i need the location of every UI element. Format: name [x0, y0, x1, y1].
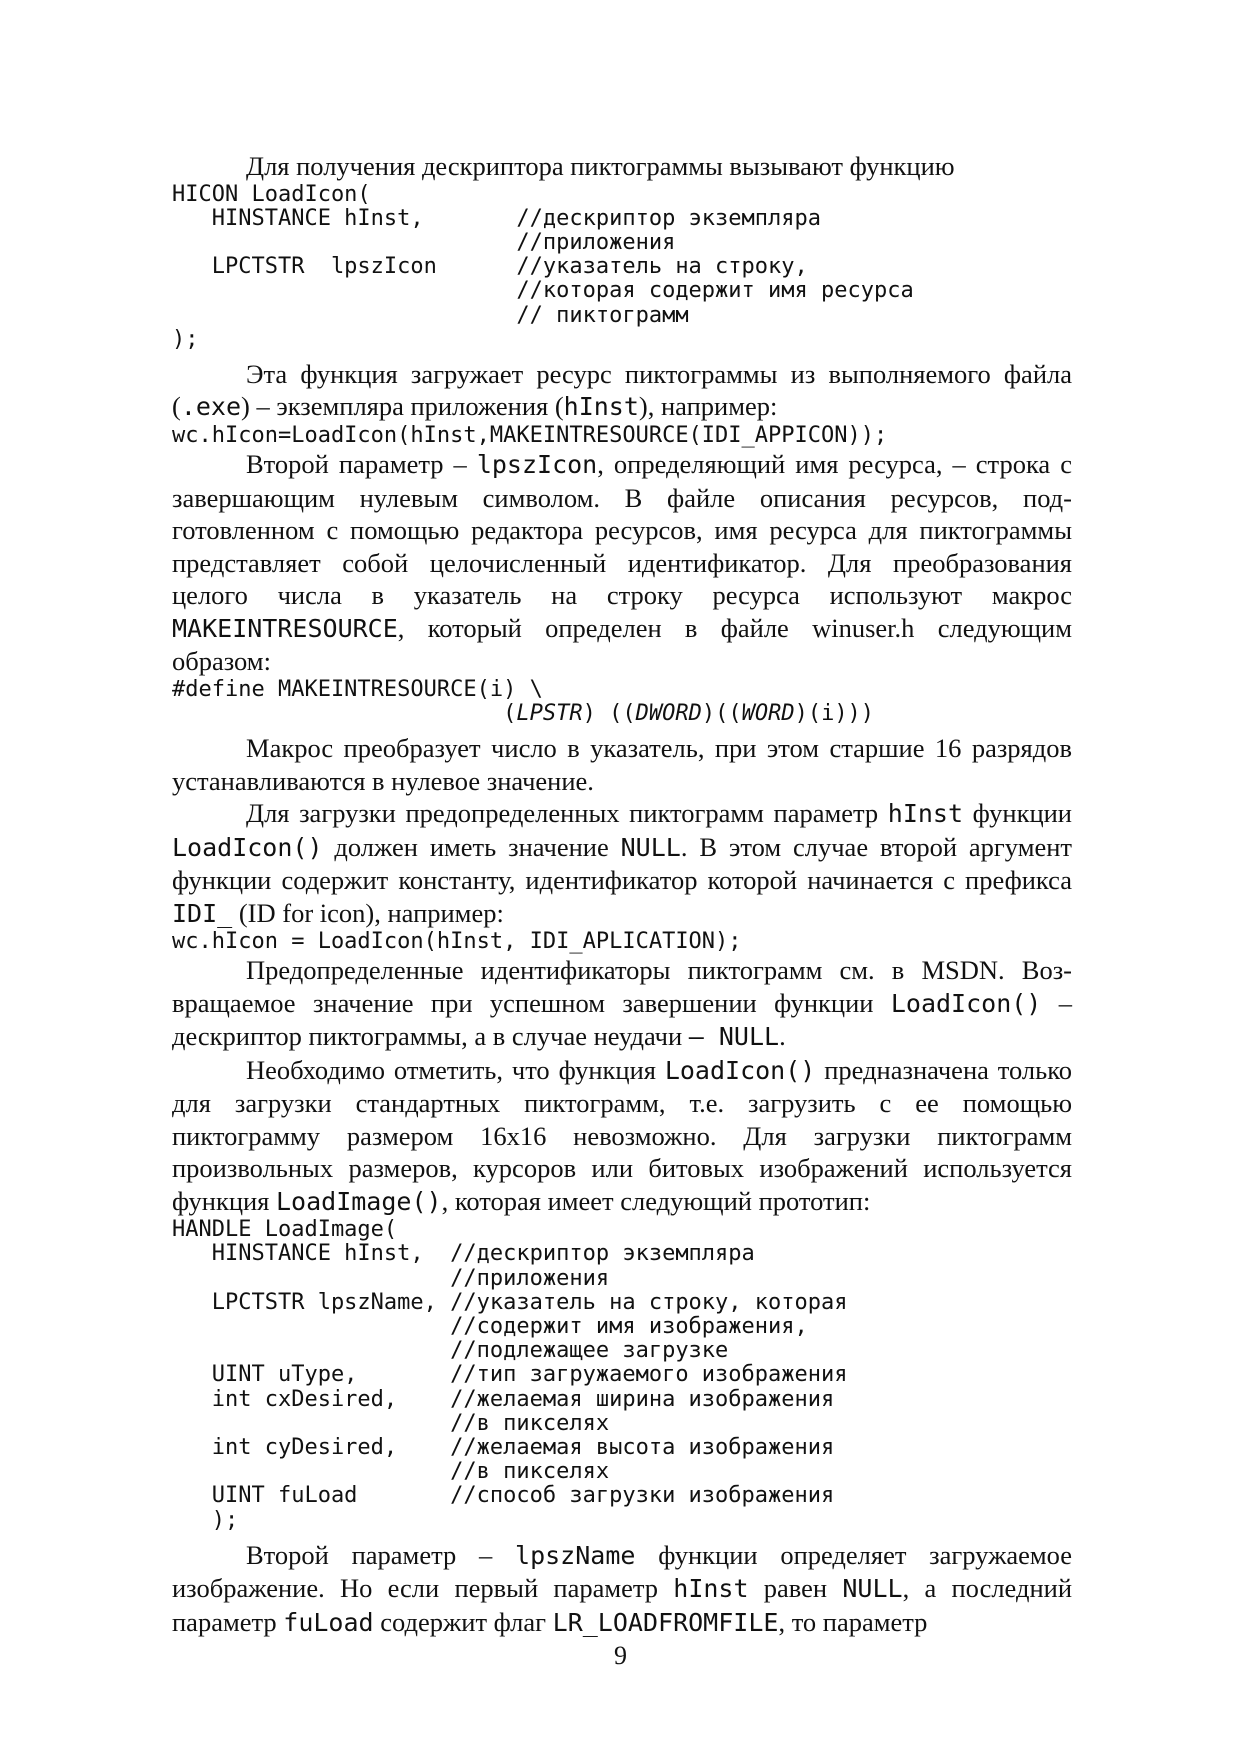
inline-code-hinst: hInst	[887, 799, 964, 829]
inline-code-lpszname: lpszName	[515, 1540, 636, 1570]
inline-code-lr-loadfromfile: LR_LOADFROMFILE	[552, 1607, 779, 1637]
paragraph-lpszname	[172, 1539, 1072, 1640]
text-span: Второй параметр –	[246, 449, 477, 480]
text-span: равен	[748, 1573, 843, 1604]
paragraph-loadimage-intro	[172, 1054, 1072, 1219]
code-line: #define MAKEINTRESOURCE(i) \	[172, 676, 543, 702]
code-loadicon-example: wc.hIcon=LoadIcon(hInst,MAKEINTRESOURCE(IDI_APPICON));	[172, 422, 888, 448]
inline-code-null: NULL	[842, 1574, 903, 1604]
text-span: Предопределенные идентификаторы пиктограмм см. в MSDN. Возвращаемое значение при успешном завершении функции	[172, 955, 1072, 1018]
paragraph-return-value	[172, 954, 1072, 1054]
text-span: должен иметь значение	[322, 831, 621, 862]
text-span: , а последний параметр	[172, 1573, 1072, 1637]
paragraph-second-parameter	[172, 448, 1072, 678]
code-loadicon-prototype: HICON LoadIcon( HINSTANCE hInst, //дескриптор экземпляра //приложения LPCTSTR lpszIcon //указатель на строку, //которая содержит имя ресурса // пиктограмм );	[172, 181, 914, 352]
inline-code-null: – NULL	[688, 1022, 780, 1052]
text-span: , определяющий имя ресурса, – строка с завершающим нулевым символом. В файле описания ресурсов, подготовленном с помощью редактора ресурсов, имя ресурса для пиктограммы представляет собой целочисленный идентификатор. Для преобразования целого числа в указатель на строку ресурса используют макрос	[172, 449, 1072, 611]
code-token: (	[503, 700, 517, 726]
text-span: .	[779, 1021, 786, 1052]
inline-code-hinst: hInst	[673, 1574, 749, 1604]
code-token: )(i)))	[794, 700, 875, 726]
page-content	[172, 150, 1072, 1639]
page-number: 9	[614, 1641, 627, 1670]
text-span: , то параметр	[778, 1606, 928, 1637]
inline-code-exe: .exe	[180, 392, 242, 422]
inline-code-null: NULL	[620, 832, 681, 862]
code-token: ) ((	[582, 700, 636, 726]
code-type-dword: DWORD	[635, 700, 702, 726]
code-loadimage-prototype: HANDLE LoadImage( HINSTANCE hInst, //дескриптор экземпляра //приложения LPCTSTR lpszName, //указатель на строку, которая //содержит имя изображения, //подлежащее загрузке UINT uType, //тип загружаемого изображения int cxDesired, //желаемая ширина изображения //в пикселях int cyDesired, //желаемая высота изображения //в пикселях UINT fuLoad //способ загрузки изображения );	[172, 1217, 848, 1533]
inline-code-makeintresource: MAKEINTRESOURCE	[172, 613, 398, 643]
inline-code-loadimage: LoadImage()	[276, 1186, 442, 1216]
text-span: , которая имеет следующий прототип:	[441, 1185, 871, 1216]
code-token: )((	[701, 700, 742, 726]
inline-code-hinst: hInst	[563, 392, 639, 422]
text-span: Второй параметр –	[246, 1539, 516, 1570]
inline-code-lpszicon: lpszIcon	[476, 450, 598, 480]
code-indent	[172, 701, 503, 726]
text-span: предназначена только для загрузки стандартных пиктограмм, т.е. загрузить с ее помощью пиктограмму размером 16х16 невозможно. Для загрузки пиктограмм произвольных размеров, курсоров или битовых изображений используется функция	[172, 1054, 1072, 1216]
code-makeintresource-define	[172, 678, 1072, 726]
inline-code-loadicon: LoadIcon()	[172, 832, 323, 862]
text-span: функции определяет загружаемое изображение. Но если первый параметр	[172, 1539, 1073, 1604]
inline-code-loadicon: LoadIcon()	[890, 988, 1042, 1018]
text-span: . В этом случае второй аргумент функции содержит константу, идентификатор которой начинается с префикса	[172, 831, 1072, 896]
text-span: содержит флаг	[373, 1606, 553, 1637]
paragraph-intro: Для получения дескриптора пиктограммы вызывают функцию	[246, 151, 955, 181]
code-type-lpstr: LPSTR	[516, 700, 583, 726]
inline-code-idi-prefix: IDI_	[172, 898, 233, 928]
text-span: функции	[963, 798, 1072, 829]
code-type-word: WORD	[741, 700, 795, 726]
text-span: , который определен в файле winuser.h следующим образом:	[172, 612, 1072, 677]
text-span: ) – экземпляра приложения (	[241, 391, 564, 422]
paragraph-macro-explanation: Макрос преобразует число в указатель, при этом старшие 16 разрядов устанавливаются в нулевое значение.	[172, 733, 1072, 796]
text-span: Эта функция загружает ресурс пиктограммы из выполняемого файла (	[172, 358, 1072, 422]
text-span: Для загрузки предопределенных пиктограмм параметр	[246, 798, 888, 829]
text-span: ), например:	[638, 391, 778, 422]
code-predefined-example: wc.hIcon = LoadIcon(hInst, IDI_APLICATION);	[172, 929, 742, 955]
inline-code-fuload: fuLoad	[283, 1607, 374, 1637]
text-span: (ID for icon), например:	[232, 897, 504, 928]
text-span: Необходимо отметить, что функция	[246, 1054, 665, 1085]
paragraph-predefined-icons	[172, 797, 1072, 930]
paragraph-loadicon-description	[172, 358, 1072, 424]
text-span: – дескриптор пиктограммы, а в случае неудачи	[172, 987, 1073, 1052]
inline-code-loadicon: LoadIcon()	[664, 1055, 816, 1085]
